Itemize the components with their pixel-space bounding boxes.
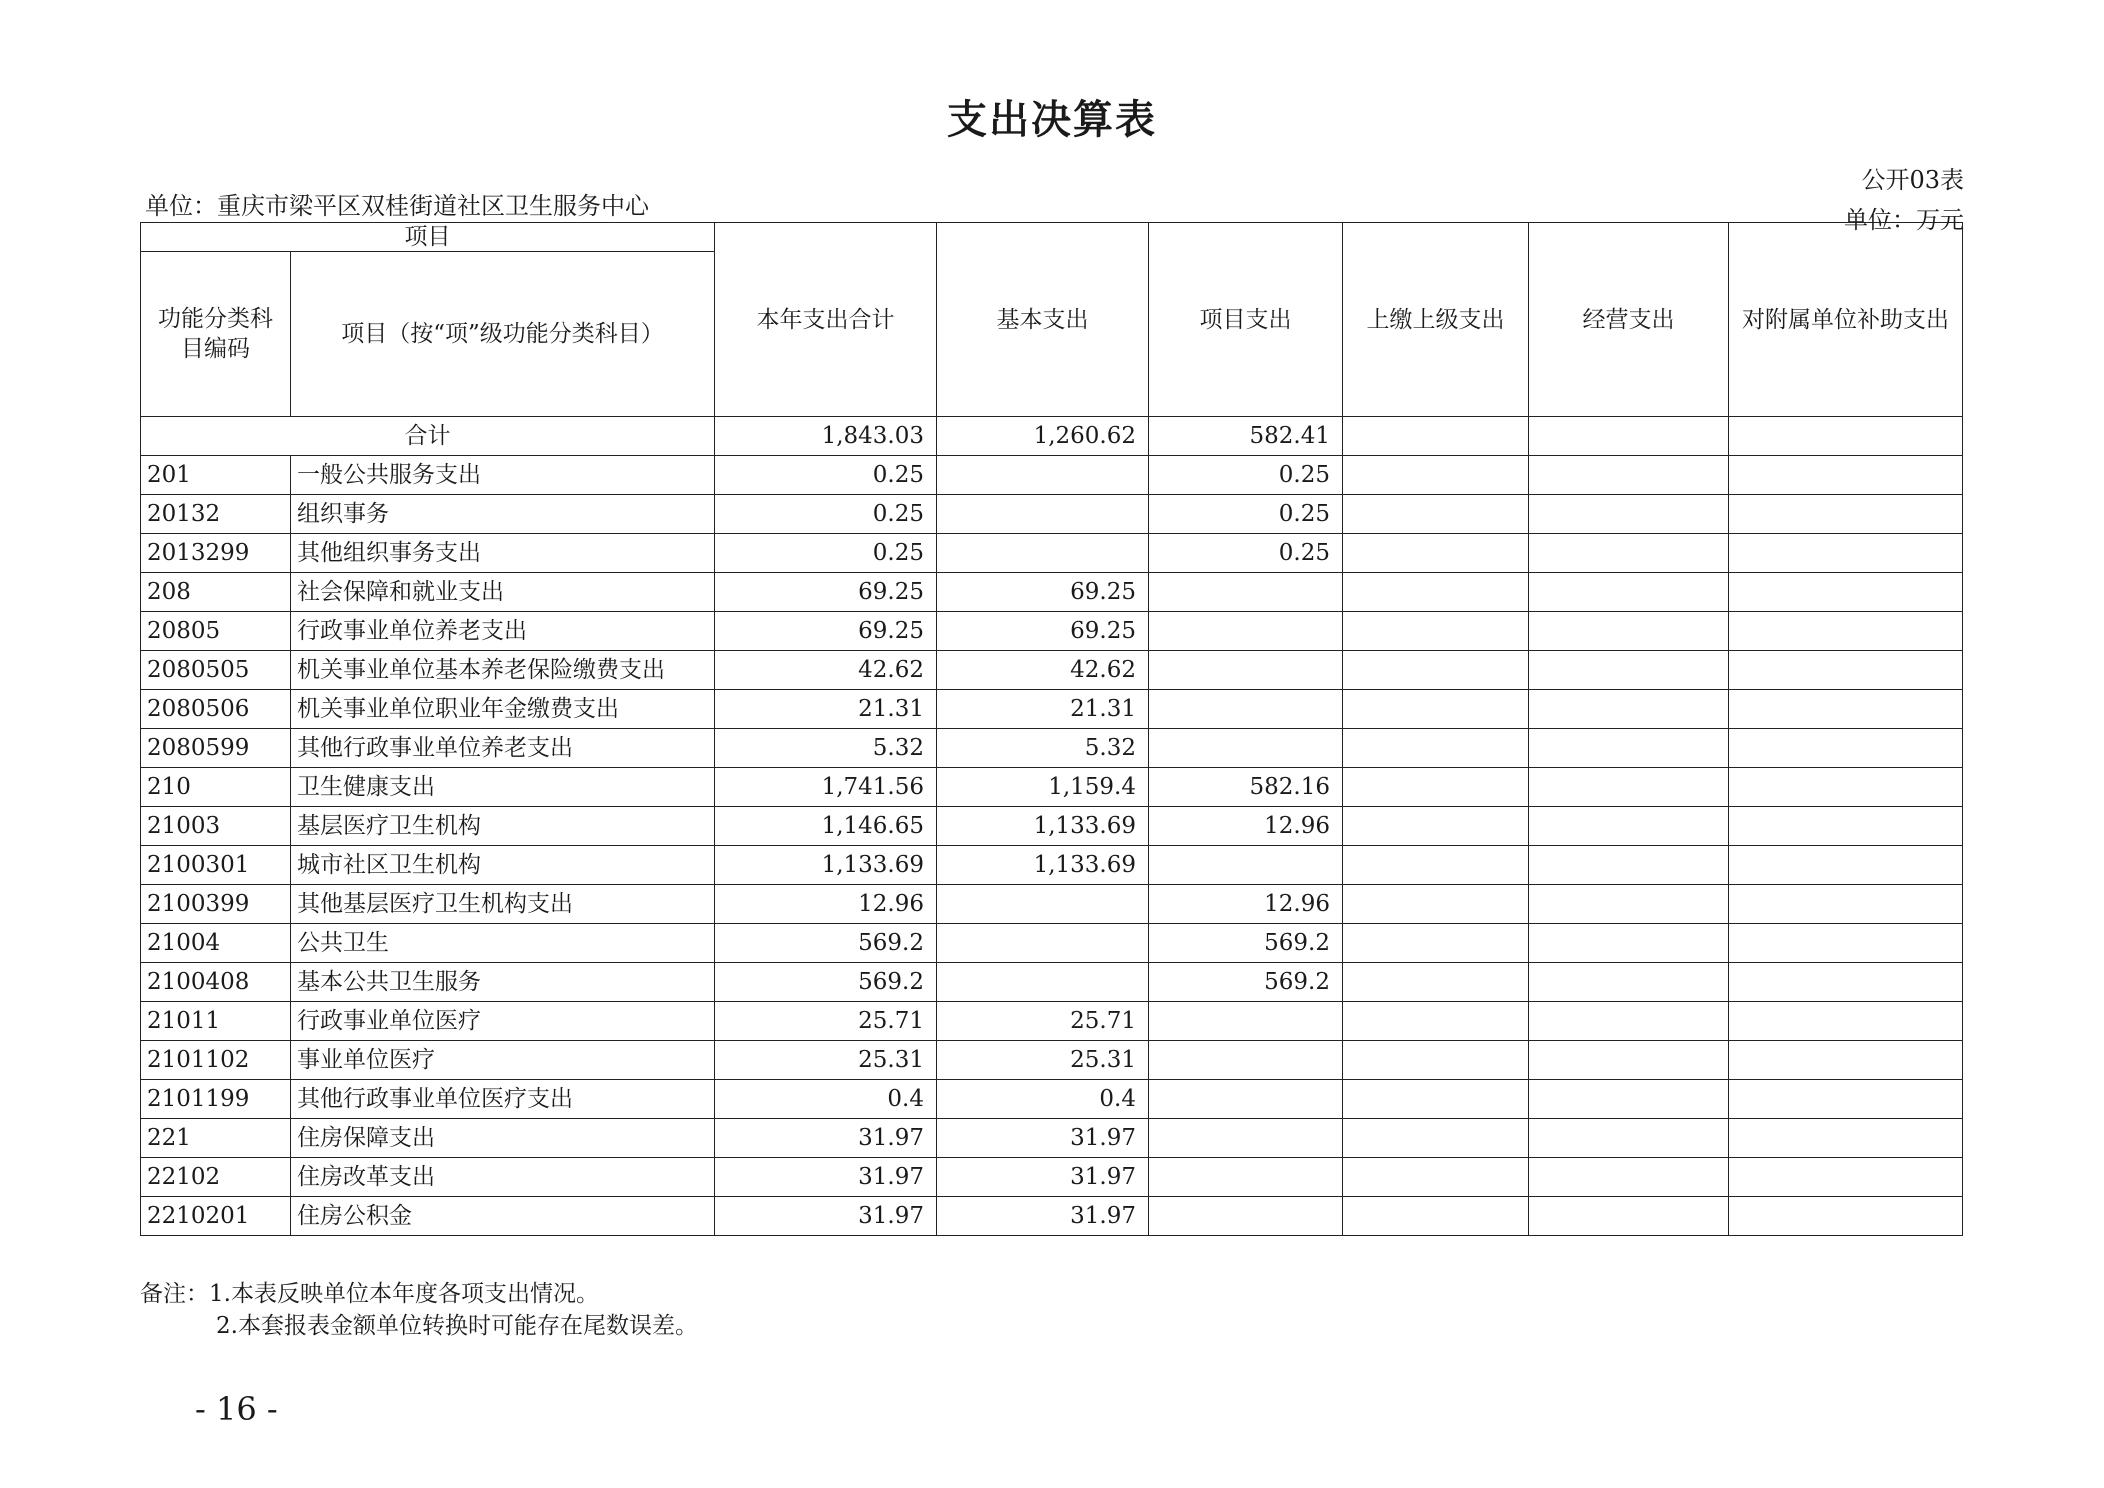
- row-basic: 1,133.69: [937, 807, 1149, 846]
- row-total: 5.32: [715, 729, 937, 768]
- row-project: [1149, 1041, 1343, 1080]
- row-code: 21004: [141, 924, 291, 963]
- row-basic: [937, 924, 1149, 963]
- row-upper: [1343, 963, 1529, 1002]
- row-upper: [1343, 1080, 1529, 1119]
- row-business: [1529, 1158, 1729, 1197]
- row-project: [1149, 1002, 1343, 1041]
- row-subsidy: [1729, 1041, 1963, 1080]
- row-total: 25.71: [715, 1002, 937, 1041]
- row-name: 其他基层医疗卫生机构支出: [291, 885, 715, 924]
- page-title: 支出决算表: [947, 96, 1157, 143]
- row-total: 1,146.65: [715, 807, 937, 846]
- row-upper: [1343, 807, 1529, 846]
- total-basic: 1,260.62: [937, 417, 1149, 456]
- row-subsidy: [1729, 807, 1963, 846]
- row-basic: [937, 963, 1149, 1002]
- row-project: 0.25: [1149, 534, 1343, 573]
- row-code: 2100408: [141, 963, 291, 1002]
- row-name: 行政事业单位医疗: [291, 1002, 715, 1041]
- row-project: [1149, 612, 1343, 651]
- row-subsidy: [1729, 729, 1963, 768]
- row-total: 21.31: [715, 690, 937, 729]
- header-subsidy: 对附属单位补助支出: [1729, 223, 1963, 417]
- row-basic: 1,133.69: [937, 846, 1149, 885]
- row-code: 2013299: [141, 534, 291, 573]
- row-project: 569.2: [1149, 924, 1343, 963]
- row-basic: 5.32: [937, 729, 1149, 768]
- table-row: [141, 924, 1963, 963]
- row-business: [1529, 807, 1729, 846]
- row-business: [1529, 729, 1729, 768]
- table-row: [141, 690, 1963, 729]
- row-total: 12.96: [715, 885, 937, 924]
- table-row: [141, 495, 1963, 534]
- row-project: [1149, 690, 1343, 729]
- header-basic: 基本支出: [937, 223, 1149, 417]
- expenditure-table: [140, 222, 1963, 1236]
- row-subsidy: [1729, 1080, 1963, 1119]
- row-subsidy: [1729, 1002, 1963, 1041]
- row-total: 0.25: [715, 456, 937, 495]
- row-total: 25.31: [715, 1041, 937, 1080]
- row-upper: [1343, 534, 1529, 573]
- total-subsidy: [1729, 417, 1963, 456]
- row-project: [1149, 1158, 1343, 1197]
- table-row: [141, 846, 1963, 885]
- row-total: 1,741.56: [715, 768, 937, 807]
- row-business: [1529, 924, 1729, 963]
- row-total: 69.25: [715, 612, 937, 651]
- row-name: 其他组织事务支出: [291, 534, 715, 573]
- row-subsidy: [1729, 1197, 1963, 1236]
- row-code: 2101199: [141, 1080, 291, 1119]
- row-total: 569.2: [715, 924, 937, 963]
- row-project: [1149, 573, 1343, 612]
- row-total: 42.62: [715, 651, 937, 690]
- row-upper: [1343, 768, 1529, 807]
- row-project: 12.96: [1149, 807, 1343, 846]
- table-row: [141, 1002, 1963, 1041]
- row-subsidy: [1729, 651, 1963, 690]
- row-upper: [1343, 846, 1529, 885]
- currency-unit: 单位：万元: [1844, 206, 1964, 234]
- row-project: 12.96: [1149, 885, 1343, 924]
- header-project: 项目: [141, 223, 715, 252]
- table-row: [141, 1119, 1963, 1158]
- row-code: 2210201: [141, 1197, 291, 1236]
- row-total: 31.97: [715, 1158, 937, 1197]
- row-total: 0.25: [715, 534, 937, 573]
- row-code: 221: [141, 1119, 291, 1158]
- row-upper: [1343, 495, 1529, 534]
- row-code: 2080505: [141, 651, 291, 690]
- row-subsidy: [1729, 1119, 1963, 1158]
- row-basic: 1,159.4: [937, 768, 1149, 807]
- organization-label: 单位：重庆市梁平区双桂街道社区卫生服务中心: [145, 192, 649, 220]
- table-row: [141, 1158, 1963, 1197]
- row-project: 582.16: [1149, 768, 1343, 807]
- row-total: 569.2: [715, 963, 937, 1002]
- row-code: 2100399: [141, 885, 291, 924]
- page-number: - 16 -: [195, 1390, 278, 1428]
- row-upper: [1343, 1041, 1529, 1080]
- row-upper: [1343, 729, 1529, 768]
- row-subsidy: [1729, 924, 1963, 963]
- table-row: [141, 612, 1963, 651]
- row-basic: 69.25: [937, 573, 1149, 612]
- row-name: 住房公积金: [291, 1197, 715, 1236]
- row-name: 其他行政事业单位养老支出: [291, 729, 715, 768]
- row-total: 1,133.69: [715, 846, 937, 885]
- row-basic: 31.97: [937, 1119, 1149, 1158]
- row-project: [1149, 1080, 1343, 1119]
- row-subsidy: [1729, 573, 1963, 612]
- row-basic: 31.97: [937, 1197, 1149, 1236]
- table-row: [141, 729, 1963, 768]
- table-row: [141, 573, 1963, 612]
- row-project: [1149, 1197, 1343, 1236]
- row-basic: 69.25: [937, 612, 1149, 651]
- header-upper: 上缴上级支出: [1343, 223, 1529, 417]
- row-code: 20132: [141, 495, 291, 534]
- row-code: 21003: [141, 807, 291, 846]
- row-code: 21011: [141, 1002, 291, 1041]
- row-upper: [1343, 924, 1529, 963]
- row-name: 社会保障和就业支出: [291, 573, 715, 612]
- row-code: 210: [141, 768, 291, 807]
- row-business: [1529, 651, 1729, 690]
- row-subsidy: [1729, 768, 1963, 807]
- row-business: [1529, 1041, 1729, 1080]
- row-code: 2101102: [141, 1041, 291, 1080]
- row-project: [1149, 729, 1343, 768]
- total-business: [1529, 417, 1729, 456]
- row-basic: 31.97: [937, 1158, 1149, 1197]
- row-business: [1529, 768, 1729, 807]
- row-upper: [1343, 456, 1529, 495]
- row-project: 0.25: [1149, 456, 1343, 495]
- table-row: [141, 651, 1963, 690]
- row-basic: 25.71: [937, 1002, 1149, 1041]
- row-upper: [1343, 612, 1529, 651]
- note-line-2: 2.本套报表金额单位转换时可能存在尾数误差。: [216, 1313, 698, 1339]
- row-business: [1529, 1002, 1729, 1041]
- notes: [140, 1278, 698, 1342]
- row-business: [1529, 1119, 1729, 1158]
- row-subsidy: [1729, 456, 1963, 495]
- table-row: [141, 963, 1963, 1002]
- row-upper: [1343, 1197, 1529, 1236]
- row-total: 69.25: [715, 573, 937, 612]
- row-name: 住房保障支出: [291, 1119, 715, 1158]
- row-basic: 42.62: [937, 651, 1149, 690]
- form-number: 公开03表: [1861, 166, 1964, 194]
- header-name: 项目（按“项”级功能分类科目）: [291, 252, 715, 417]
- row-basic: [937, 885, 1149, 924]
- header-business: 经营支出: [1529, 223, 1729, 417]
- row-upper: [1343, 651, 1529, 690]
- total-project: 582.41: [1149, 417, 1343, 456]
- total-row: [141, 417, 1963, 456]
- row-upper: [1343, 573, 1529, 612]
- row-code: 2100301: [141, 846, 291, 885]
- table-row: [141, 1041, 1963, 1080]
- row-upper: [1343, 1158, 1529, 1197]
- row-basic: [937, 495, 1149, 534]
- row-business: [1529, 1197, 1729, 1236]
- row-name: 其他行政事业单位医疗支出: [291, 1080, 715, 1119]
- row-business: [1529, 1080, 1729, 1119]
- row-name: 基本公共卫生服务: [291, 963, 715, 1002]
- row-upper: [1343, 690, 1529, 729]
- row-project: 0.25: [1149, 495, 1343, 534]
- row-name: 事业单位医疗: [291, 1041, 715, 1080]
- row-name: 机关事业单位基本养老保险缴费支出: [291, 651, 715, 690]
- row-upper: [1343, 885, 1529, 924]
- row-subsidy: [1729, 612, 1963, 651]
- row-name: 住房改革支出: [291, 1158, 715, 1197]
- row-business: [1529, 885, 1729, 924]
- row-business: [1529, 612, 1729, 651]
- row-project: [1149, 1119, 1343, 1158]
- row-total: 31.97: [715, 1119, 937, 1158]
- row-code: 2080506: [141, 690, 291, 729]
- row-basic: [937, 534, 1149, 573]
- row-business: [1529, 573, 1729, 612]
- row-name: 机关事业单位职业年金缴费支出: [291, 690, 715, 729]
- row-name: 组织事务: [291, 495, 715, 534]
- table-row: [141, 1080, 1963, 1119]
- table-row: [141, 807, 1963, 846]
- row-basic: [937, 456, 1149, 495]
- row-name: 公共卫生: [291, 924, 715, 963]
- row-subsidy: [1729, 963, 1963, 1002]
- header-total: 本年支出合计: [715, 223, 937, 417]
- row-upper: [1343, 1002, 1529, 1041]
- row-subsidy: [1729, 690, 1963, 729]
- header-project-expense: 项目支出: [1149, 223, 1343, 417]
- row-code: 201: [141, 456, 291, 495]
- row-project: 569.2: [1149, 963, 1343, 1002]
- row-basic: 21.31: [937, 690, 1149, 729]
- table-row: [141, 534, 1963, 573]
- row-subsidy: [1729, 846, 1963, 885]
- row-business: [1529, 456, 1729, 495]
- row-subsidy: [1729, 534, 1963, 573]
- row-subsidy: [1729, 1158, 1963, 1197]
- row-name: 一般公共服务支出: [291, 456, 715, 495]
- row-business: [1529, 846, 1729, 885]
- row-upper: [1343, 1119, 1529, 1158]
- row-total: 0.4: [715, 1080, 937, 1119]
- row-project: [1149, 651, 1343, 690]
- table-row: [141, 1197, 1963, 1236]
- total-upper: [1343, 417, 1529, 456]
- table-row: [141, 456, 1963, 495]
- total-sum: 1,843.03: [715, 417, 937, 456]
- row-basic: 25.31: [937, 1041, 1149, 1080]
- row-subsidy: [1729, 885, 1963, 924]
- row-code: 20805: [141, 612, 291, 651]
- total-label: 合计: [141, 417, 715, 456]
- row-basic: 0.4: [937, 1080, 1149, 1119]
- header-code: 功能分类科目编码: [141, 252, 291, 417]
- row-subsidy: [1729, 495, 1963, 534]
- note-line-1: 备注：1.本表反映单位本年度各项支出情况。: [140, 1281, 599, 1307]
- row-business: [1529, 690, 1729, 729]
- row-name: 基层医疗卫生机构: [291, 807, 715, 846]
- row-total: 0.25: [715, 495, 937, 534]
- row-business: [1529, 534, 1729, 573]
- row-name: 城市社区卫生机构: [291, 846, 715, 885]
- row-code: 22102: [141, 1158, 291, 1197]
- row-business: [1529, 963, 1729, 1002]
- row-total: 31.97: [715, 1197, 937, 1236]
- row-code: 2080599: [141, 729, 291, 768]
- row-name: 行政事业单位养老支出: [291, 612, 715, 651]
- row-code: 208: [141, 573, 291, 612]
- row-name: 卫生健康支出: [291, 768, 715, 807]
- row-business: [1529, 495, 1729, 534]
- table-row: [141, 768, 1963, 807]
- table-row: [141, 885, 1963, 924]
- row-project: [1149, 846, 1343, 885]
